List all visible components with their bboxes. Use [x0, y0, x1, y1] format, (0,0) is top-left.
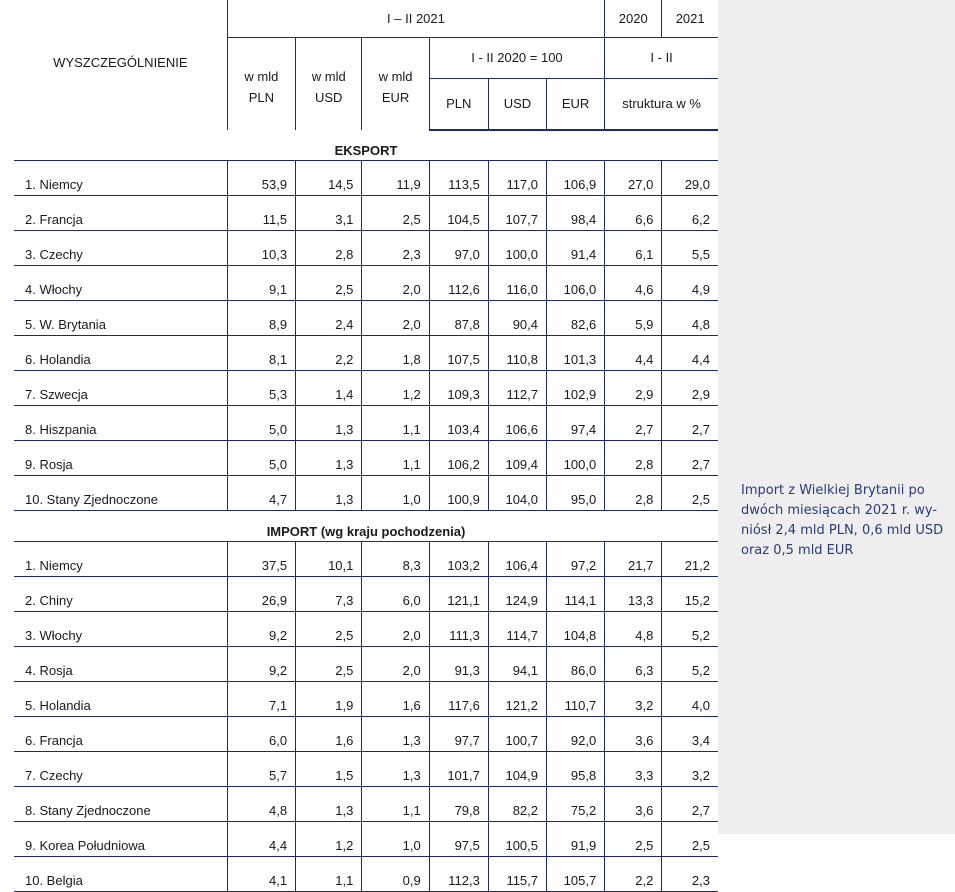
row-value-s2020: 2,7 [605, 406, 662, 441]
export-table-row [14, 441, 718, 476]
row-value-s2021: 2,9 [662, 371, 718, 406]
row-value-ipln: 97,5 [429, 822, 488, 857]
row-value-eur: 8,3 [362, 542, 429, 577]
row-value-usd: 1,3 [296, 441, 362, 476]
row-value-eur: 1,3 [362, 717, 429, 752]
row-value-eur: 1,1 [362, 787, 429, 822]
row-value-eur: 11,9 [362, 161, 429, 196]
row-value-ieur: 97,2 [547, 542, 605, 577]
import-table-row [14, 857, 718, 892]
row-value-s2021: 5,5 [662, 231, 718, 266]
row-value-iusd: 114,7 [488, 612, 546, 647]
row-value-s2020: 5,9 [605, 301, 662, 336]
export-table-row [14, 161, 718, 196]
row-value-eur: 1,1 [362, 441, 429, 476]
header-w-mld-eur-line2: EUR [381, 89, 410, 105]
header-idx-usd: USD [488, 78, 546, 130]
sidebar-panel [718, 0, 955, 834]
row-value-iusd: 112,7 [488, 371, 546, 406]
row-value-ipln: 113,5 [429, 161, 488, 196]
row-value-eur: 1,8 [362, 336, 429, 371]
row-country-name: 3. Włochy [14, 612, 227, 647]
export-table-row [14, 231, 718, 266]
row-value-ipln: 103,2 [429, 542, 488, 577]
row-value-ieur: 110,7 [547, 682, 605, 717]
import-table-row [14, 717, 718, 752]
row-value-s2020: 3,3 [605, 752, 662, 787]
row-value-usd: 2,4 [296, 301, 362, 336]
table-header [14, 0, 718, 130]
row-value-eur: 1,0 [362, 822, 429, 857]
row-value-pln: 7,1 [227, 682, 295, 717]
row-value-pln: 5,3 [227, 371, 295, 406]
table-body [14, 130, 718, 892]
row-value-pln: 11,5 [227, 196, 295, 231]
header-w-mld-usd [296, 37, 362, 130]
row-value-ipln: 111,3 [429, 612, 488, 647]
row-value-s2021: 2,7 [662, 406, 718, 441]
row-value-pln: 26,9 [227, 577, 295, 612]
row-value-ipln: 106,2 [429, 441, 488, 476]
import-table-row [14, 752, 718, 787]
row-value-pln: 4,1 [227, 857, 295, 892]
row-value-pln: 6,0 [227, 717, 295, 752]
row-value-usd: 1,3 [296, 787, 362, 822]
row-value-eur: 2,3 [362, 231, 429, 266]
import-table-row [14, 822, 718, 857]
row-value-ieur: 104,8 [547, 612, 605, 647]
import-section-title: IMPORT (wg kraju pochodzenia) [14, 511, 718, 542]
export-table-row [14, 406, 718, 441]
row-value-usd: 1,9 [296, 682, 362, 717]
row-value-usd: 10,1 [296, 542, 362, 577]
export-table-row [14, 196, 718, 231]
row-value-iusd: 107,7 [488, 196, 546, 231]
row-value-s2021: 2,5 [662, 822, 718, 857]
row-value-eur: 1,0 [362, 476, 429, 511]
row-value-ieur: 101,3 [547, 336, 605, 371]
header-struct-period: I - II [605, 37, 718, 78]
row-value-usd: 1,3 [296, 406, 362, 441]
row-value-ipln: 103,4 [429, 406, 488, 441]
row-country-name: 4. Włochy [14, 266, 227, 301]
row-value-s2020: 6,3 [605, 647, 662, 682]
row-value-usd: 14,5 [296, 161, 362, 196]
row-value-s2020: 4,4 [605, 336, 662, 371]
row-value-s2020: 3,6 [605, 717, 662, 752]
row-value-s2021: 2,3 [662, 857, 718, 892]
row-value-s2021: 3,2 [662, 752, 718, 787]
header-w-mld-usd-line2: USD [314, 89, 343, 105]
header-idx-pln: PLN [429, 78, 488, 130]
row-value-ieur: 105,7 [547, 857, 605, 892]
row-value-s2020: 2,2 [605, 857, 662, 892]
header-w-mld-pln-line2: PLN [248, 89, 275, 105]
row-value-iusd: 124,9 [488, 577, 546, 612]
row-value-s2021: 3,4 [662, 717, 718, 752]
row-value-s2021: 2,7 [662, 787, 718, 822]
row-value-ieur: 86,0 [547, 647, 605, 682]
row-value-iusd: 104,0 [488, 476, 546, 511]
row-value-iusd: 100,0 [488, 231, 546, 266]
row-value-ieur: 114,1 [547, 577, 605, 612]
row-country-name: 6. Francja [14, 717, 227, 752]
row-value-usd: 2,8 [296, 231, 362, 266]
row-value-ieur: 95,8 [547, 752, 605, 787]
row-country-name: 5. W. Brytania [14, 301, 227, 336]
row-value-eur: 2,0 [362, 266, 429, 301]
header-w-mld-pln-line1: w mld [244, 68, 279, 84]
import-table-row [14, 647, 718, 682]
row-value-s2020: 21,7 [605, 542, 662, 577]
export-table-row [14, 371, 718, 406]
header-index-base: I - II 2020 = 100 [429, 37, 605, 78]
import-table-row [14, 612, 718, 647]
row-value-ieur: 91,4 [547, 231, 605, 266]
row-value-s2021: 4,9 [662, 266, 718, 301]
row-country-name: 8. Stany Zjednoczone [14, 787, 227, 822]
row-value-iusd: 106,4 [488, 542, 546, 577]
row-value-eur: 1,6 [362, 682, 429, 717]
row-value-ieur: 75,2 [547, 787, 605, 822]
row-value-pln: 4,8 [227, 787, 295, 822]
row-value-eur: 1,2 [362, 371, 429, 406]
row-value-ipln: 112,3 [429, 857, 488, 892]
row-value-s2020: 2,8 [605, 441, 662, 476]
row-value-pln: 5,0 [227, 441, 295, 476]
row-value-ieur: 97,4 [547, 406, 605, 441]
row-value-ieur: 98,4 [547, 196, 605, 231]
row-value-usd: 1,1 [296, 857, 362, 892]
header-period: I – II 2021 [227, 0, 604, 37]
import-table-row [14, 787, 718, 822]
row-value-usd: 1,2 [296, 822, 362, 857]
row-value-s2021: 15,2 [662, 577, 718, 612]
row-value-usd: 2,5 [296, 612, 362, 647]
row-value-pln: 8,1 [227, 336, 295, 371]
row-value-ipln: 107,5 [429, 336, 488, 371]
row-country-name: 1. Niemcy [14, 161, 227, 196]
row-country-name: 2. Chiny [14, 577, 227, 612]
import-table-row [14, 542, 718, 577]
row-value-ieur: 92,0 [547, 717, 605, 752]
row-value-s2020: 3,2 [605, 682, 662, 717]
row-value-iusd: 100,5 [488, 822, 546, 857]
row-value-iusd: 104,9 [488, 752, 546, 787]
row-value-ipln: 104,5 [429, 196, 488, 231]
row-value-iusd: 94,1 [488, 647, 546, 682]
row-value-ipln: 100,9 [429, 476, 488, 511]
row-value-s2020: 4,8 [605, 612, 662, 647]
import-table-row [14, 682, 718, 717]
row-country-name: 9. Rosja [14, 441, 227, 476]
row-value-ieur: 106,0 [547, 266, 605, 301]
row-value-s2021: 21,2 [662, 542, 718, 577]
row-value-s2020: 2,9 [605, 371, 662, 406]
header-label-column [14, 0, 227, 130]
sidebar-note: Import z Wielkiej Brytanii po dwóch miesiącach 2021 r. wy-niósł 2,4 mld PLN, 0,6 mld USD oraz 0,5 mld EUR [741, 483, 944, 558]
row-value-ipln: 121,1 [429, 577, 488, 612]
row-country-name: 9. Korea Południowa [14, 822, 227, 857]
header-w-mld-eur-line1: w mld [378, 68, 413, 84]
header-struct-label: struktura w % [605, 78, 718, 130]
row-country-name: 1. Niemcy [14, 542, 227, 577]
row-value-s2021: 5,2 [662, 647, 718, 682]
import-section-header [14, 511, 718, 542]
row-value-s2021: 2,7 [662, 441, 718, 476]
row-value-ipln: 109,3 [429, 371, 488, 406]
row-country-name: 2. Francja [14, 196, 227, 231]
row-value-eur: 2,0 [362, 647, 429, 682]
row-value-s2020: 27,0 [605, 161, 662, 196]
row-value-s2020: 2,5 [605, 822, 662, 857]
header-label-text: WYSZCZEGÓLNIENIE [53, 54, 188, 70]
row-value-s2021: 4,8 [662, 301, 718, 336]
row-value-s2020: 6,1 [605, 231, 662, 266]
row-value-pln: 4,4 [227, 822, 295, 857]
row-country-name: 7. Czechy [14, 752, 227, 787]
export-table-row [14, 301, 718, 336]
row-value-ipln: 97,0 [429, 231, 488, 266]
export-section-header [14, 130, 718, 161]
row-value-eur: 1,1 [362, 406, 429, 441]
header-w-mld-pln [227, 37, 295, 130]
row-value-eur: 6,0 [362, 577, 429, 612]
row-value-iusd: 90,4 [488, 301, 546, 336]
row-value-s2020: 13,3 [605, 577, 662, 612]
row-value-s2020: 3,6 [605, 787, 662, 822]
row-value-pln: 53,9 [227, 161, 295, 196]
row-value-pln: 8,9 [227, 301, 295, 336]
row-value-s2021: 4,0 [662, 682, 718, 717]
row-value-ieur: 95,0 [547, 476, 605, 511]
row-value-s2020: 6,6 [605, 196, 662, 231]
row-value-ieur: 106,9 [547, 161, 605, 196]
header-w-mld-eur [362, 37, 429, 130]
row-value-s2020: 4,6 [605, 266, 662, 301]
row-value-iusd: 82,2 [488, 787, 546, 822]
row-country-name: 7. Szwecja [14, 371, 227, 406]
row-country-name: 10. Belgia [14, 857, 227, 892]
export-table-row [14, 476, 718, 511]
row-value-s2021: 4,4 [662, 336, 718, 371]
row-country-name: 5. Holandia [14, 682, 227, 717]
row-value-ipln: 101,7 [429, 752, 488, 787]
row-value-pln: 4,7 [227, 476, 295, 511]
row-value-iusd: 121,2 [488, 682, 546, 717]
export-table-row [14, 266, 718, 301]
row-value-ieur: 91,9 [547, 822, 605, 857]
row-value-ipln: 87,8 [429, 301, 488, 336]
row-value-eur: 2,0 [362, 301, 429, 336]
header-year-2021: 2021 [662, 0, 718, 37]
row-value-s2021: 5,2 [662, 612, 718, 647]
row-value-pln: 5,0 [227, 406, 295, 441]
row-value-usd: 3,1 [296, 196, 362, 231]
row-value-ipln: 97,7 [429, 717, 488, 752]
row-value-ieur: 102,9 [547, 371, 605, 406]
row-value-ipln: 91,3 [429, 647, 488, 682]
row-value-iusd: 109,4 [488, 441, 546, 476]
header-w-mld-usd-line1: w mld [311, 68, 346, 84]
row-value-pln: 5,7 [227, 752, 295, 787]
row-value-ieur: 100,0 [547, 441, 605, 476]
import-table-row [14, 577, 718, 612]
row-value-eur: 2,5 [362, 196, 429, 231]
row-value-s2021: 6,2 [662, 196, 718, 231]
export-section-title: EKSPORT [14, 130, 718, 161]
row-value-eur: 1,3 [362, 752, 429, 787]
row-value-eur: 0,9 [362, 857, 429, 892]
row-country-name: 6. Holandia [14, 336, 227, 371]
row-value-ipln: 117,6 [429, 682, 488, 717]
row-value-pln: 9,2 [227, 647, 295, 682]
row-value-ipln: 112,6 [429, 266, 488, 301]
row-value-iusd: 100,7 [488, 717, 546, 752]
row-value-ieur: 82,6 [547, 301, 605, 336]
row-value-usd: 1,3 [296, 476, 362, 511]
row-value-s2021: 2,5 [662, 476, 718, 511]
row-country-name: 10. Stany Zjednoczone [14, 476, 227, 511]
row-value-pln: 10,3 [227, 231, 295, 266]
row-value-iusd: 116,0 [488, 266, 546, 301]
trade-table [14, 0, 718, 892]
row-value-usd: 2,5 [296, 647, 362, 682]
row-value-iusd: 117,0 [488, 161, 546, 196]
row-value-pln: 9,2 [227, 612, 295, 647]
row-value-iusd: 106,6 [488, 406, 546, 441]
header-year-2020: 2020 [605, 0, 662, 37]
row-value-usd: 7,3 [296, 577, 362, 612]
row-value-usd: 1,4 [296, 371, 362, 406]
row-value-usd: 2,2 [296, 336, 362, 371]
row-value-iusd: 115,7 [488, 857, 546, 892]
row-value-s2021: 29,0 [662, 161, 718, 196]
row-value-usd: 1,6 [296, 717, 362, 752]
row-value-ipln: 79,8 [429, 787, 488, 822]
row-value-usd: 1,5 [296, 752, 362, 787]
row-value-pln: 37,5 [227, 542, 295, 577]
row-value-usd: 2,5 [296, 266, 362, 301]
row-country-name: 3. Czechy [14, 231, 227, 266]
row-value-s2020: 2,8 [605, 476, 662, 511]
row-value-eur: 2,0 [362, 612, 429, 647]
row-value-pln: 9,1 [227, 266, 295, 301]
export-table-row [14, 336, 718, 371]
row-value-iusd: 110,8 [488, 336, 546, 371]
row-country-name: 4. Rosja [14, 647, 227, 682]
header-idx-eur: EUR [547, 78, 605, 130]
row-country-name: 8. Hiszpania [14, 406, 227, 441]
